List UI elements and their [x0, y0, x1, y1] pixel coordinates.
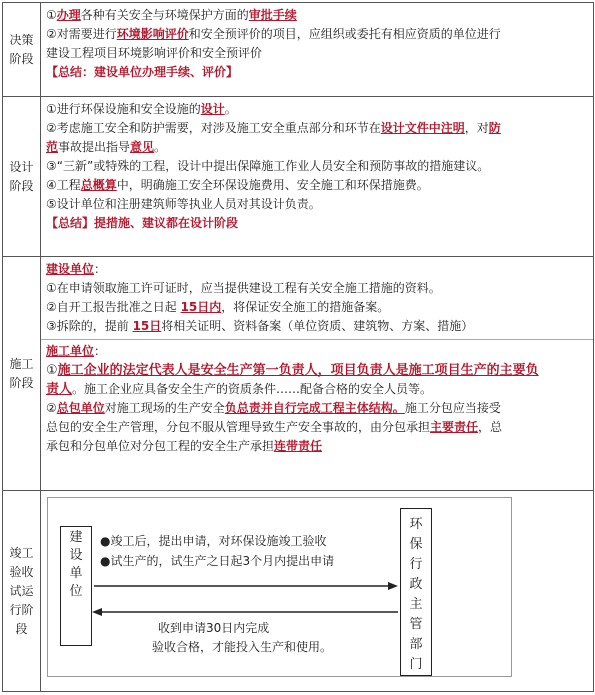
contractor-item-2: ②总包单位对施工现场的生产安全负总责并自行完成工程主体结构。施工分包应当接受 [46, 401, 501, 415]
contractor-item-2-cont: 总包的安全生产管理，分包不服从管理导致生产安全事故的，由分包承担主要责任，总 [46, 420, 503, 434]
decision-content [41, 3, 594, 97]
completion-diagram [41, 491, 593, 681]
row-completion [3, 491, 594, 692]
owner-item-1: ①在申请领取施工许可证时，应当提供建设工程有关安全施工措施的资料。 [46, 281, 441, 295]
design-item-2-cont: 范事故提出指导意见。 [46, 140, 167, 154]
decision-item-1: ①办理各种有关安全与环境保护方面的审批手续 [46, 8, 297, 22]
stage-label-construction: 施工 阶段 [3, 257, 41, 491]
design-item-3: ③“三新”或特殊的工程，设计中提出保障施工作业人员安全和预防事故的措施建议。 [46, 159, 490, 173]
row-design [3, 97, 594, 257]
contractor-item-1: ①施工企业的法定代表人是安全生产第一负责人，项目负责人是施工项目生产的主要负 [46, 363, 539, 378]
design-item-2: ②考虑施工安全和防护需要，对涉及施工安全重点部分和环节在设计文件中注明，对防 [46, 121, 501, 135]
design-content [41, 97, 594, 257]
diagram-frame [47, 497, 512, 677]
contractor-item-2-end: 承包和分包单位对分包工程的安全生产承担连带责任 [46, 439, 323, 453]
epa-authority-box: 环 保 行 政 主 管 部 门 [400, 508, 432, 676]
stage-label-completion: 竣工 验收 试运 行阶 段 [3, 491, 41, 692]
safety-responsibility-table [2, 2, 594, 692]
decision-item-2-cont: 建设工程项目环境影响评价和安全预评价 [46, 46, 263, 60]
row-construction [3, 257, 594, 491]
completion-content [41, 491, 594, 692]
design-item-5: ⑤设计单位和注册建筑师等执业人员对其设计负责。 [46, 197, 321, 211]
design-item-4: ④工程总概算中，明确施工安全环保设施费用、安全施工和环保措施费。 [46, 178, 429, 192]
section-divider [41, 339, 593, 340]
row-decision [3, 3, 594, 97]
diagram-note-4: 验收合格，才能投入生产和使用。 [152, 640, 333, 654]
diagram-note-3: 收到申请30日内完成 [158, 621, 270, 635]
contractor-title: 施工单位： [46, 344, 107, 358]
decision-summary: 【总结：建设单位办理手续、评价】 [46, 65, 239, 79]
owner-title: 建设单位： [46, 262, 107, 276]
design-summary: 【总结】提措施、建议都在设计阶段 [46, 216, 239, 230]
owner-item-2: ②自开工报告批准之日起 15日内，将保证安全施工的措施备案。 [46, 300, 390, 314]
diagram-note-2: ●试生产的，试生产之日起3个月内提出申请 [100, 554, 335, 568]
construction-content [41, 257, 594, 491]
owner-box: 建 设 单 位 [60, 526, 92, 646]
contractor-item-1-cont: 责人。施工企业应具备安全生产的资质条件……配备合格的安全人员等。 [46, 382, 433, 397]
decision-item-2: ②对需要进行环境影响评价和安全预评价的项目，应组织或委托有相应资质的单位进行 [46, 27, 501, 41]
arrow-left-head [92, 608, 102, 616]
design-item-1: ①进行环保设施和安全设施的设计。 [46, 102, 237, 116]
diagram-note-1: ●竣工后，提出申请，对环保设施竣工验收 [100, 534, 327, 548]
stage-label-design: 设计 阶段 [3, 97, 41, 257]
owner-item-3: ③拆除的，提前 15日将相关证明、资料备案（单位资质、建筑物、方案、措施） [46, 319, 474, 333]
stage-label-decision: 决策 阶段 [3, 3, 41, 97]
arrow-right-head [388, 582, 398, 590]
